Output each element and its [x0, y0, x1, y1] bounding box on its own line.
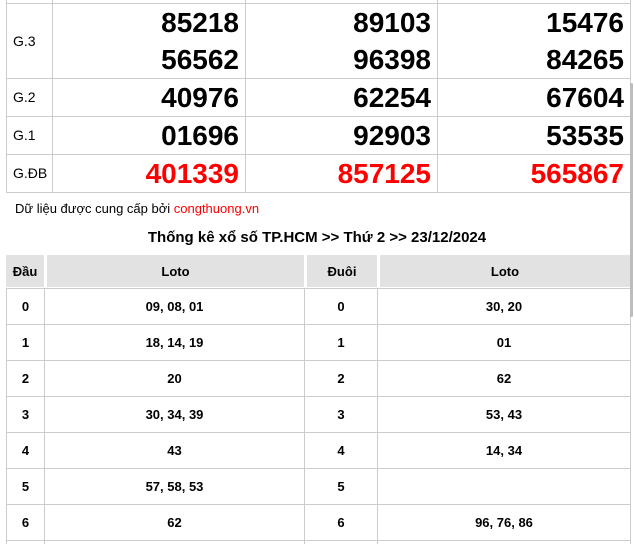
- loto-dau-cell: 43: [45, 433, 305, 469]
- prize-number: 857125: [337, 157, 431, 189]
- dau-cell: 0: [7, 289, 45, 325]
- stats-row-3: [7, 397, 631, 433]
- duoi-cell: 1: [305, 325, 378, 361]
- provider-note-text: Dữ liệu được cung cấp bởi: [15, 201, 174, 216]
- stats-heading: Thống kê xổ số TP.HCM >> Thứ 2 >> 23/12/2024: [147, 229, 487, 246]
- prize-number: 92903: [353, 119, 431, 151]
- prize-number: 401339: [145, 157, 239, 189]
- dau-cell: 6: [7, 505, 45, 541]
- prize-number-gdb-col3: [438, 154, 631, 192]
- results-row-g3: [7, 3, 631, 78]
- results-row-g1: [7, 116, 631, 154]
- prize-numbers-g3-col2: [246, 3, 438, 78]
- loto-duoi-cell: [378, 469, 631, 505]
- duoi-cell: 5: [305, 469, 378, 505]
- loto-duoi-cell: 14, 34: [378, 433, 631, 469]
- loto-duoi-cell: [378, 541, 631, 544]
- loto-dau-cell: [45, 541, 305, 544]
- stats-row-5: [7, 469, 631, 505]
- header-loto-duoi: Loto: [380, 255, 630, 287]
- prize-number: 56562: [161, 43, 239, 75]
- loto-dau-cell: 18, 14, 19: [45, 325, 305, 361]
- loto-duoi-cell: 30, 20: [378, 289, 631, 325]
- header-loto-dau: Loto: [47, 255, 304, 287]
- duoi-cell: [305, 541, 378, 544]
- prize-numbers-g3-col1: [53, 3, 246, 78]
- results-row-g2: [7, 78, 631, 116]
- prize-number: 89103: [353, 6, 431, 38]
- stats-row-6: [7, 505, 631, 541]
- prize-number: 96398: [353, 43, 431, 75]
- dau-cell: 5: [7, 469, 45, 505]
- prize-number: 62254: [353, 81, 431, 113]
- prize-label-g1: G.1: [7, 116, 53, 154]
- prize-number: 01696: [161, 119, 239, 151]
- prize-label-g3: G.3: [7, 3, 53, 78]
- stats-table-header: [6, 255, 630, 287]
- duoi-cell: 3: [305, 397, 378, 433]
- prize-number: 84265: [546, 43, 624, 75]
- stats-row-0: [7, 289, 631, 325]
- scrollbar-thumb[interactable]: [630, 83, 633, 317]
- stats-table: [6, 288, 631, 544]
- loto-dau-cell: 09, 08, 01: [45, 289, 305, 325]
- prize-number: 53535: [546, 119, 624, 151]
- loto-duoi-cell: 01: [378, 325, 631, 361]
- prize-number-g1-col1: [53, 116, 246, 154]
- dau-cell: [7, 541, 45, 544]
- dau-cell: 4: [7, 433, 45, 469]
- prize-number: 40976: [161, 81, 239, 113]
- prize-number: 85218: [161, 6, 239, 38]
- loto-duoi-cell: 96, 76, 86: [378, 505, 631, 541]
- prize-label-gdb: G.ĐB: [7, 154, 53, 192]
- prize-number: 15476: [546, 6, 624, 38]
- prize-label-g2: G.2: [7, 78, 53, 116]
- stats-row-4: [7, 433, 631, 469]
- stats-row-cutoff: [7, 541, 631, 544]
- prize-number-gdb-col1: [53, 154, 246, 192]
- dau-cell: 1: [7, 325, 45, 361]
- loto-dau-cell: 57, 58, 53: [45, 469, 305, 505]
- loto-dau-cell: 30, 34, 39: [45, 397, 305, 433]
- dau-cell: 3: [7, 397, 45, 433]
- prize-number-g2-col3: [438, 78, 631, 116]
- provider-link[interactable]: congthuong.vn: [173, 201, 260, 216]
- loto-dau-cell: 62: [45, 505, 305, 541]
- duoi-cell: 6: [305, 505, 378, 541]
- loto-dau-cell: 20: [45, 361, 305, 397]
- stats-row-1: [7, 325, 631, 361]
- prize-number-g2-col2: [246, 78, 438, 116]
- prize-numbers-g3-col3: [438, 3, 631, 78]
- header-duoi: Đuôi: [307, 255, 377, 287]
- prize-number: 67604: [546, 81, 624, 113]
- results-row-gdb: [7, 154, 631, 192]
- provider-note: [15, 201, 259, 216]
- dau-cell: 2: [7, 361, 45, 397]
- prize-number-g2-col1: [53, 78, 246, 116]
- duoi-cell: 4: [305, 433, 378, 469]
- loto-duoi-cell: 62: [378, 361, 631, 397]
- results-table: [6, 0, 630, 193]
- prize-number-g1-col2: [246, 116, 438, 154]
- duoi-cell: 2: [305, 361, 378, 397]
- header-dau: Đầu: [6, 255, 44, 287]
- prize-number: 565867: [530, 157, 624, 189]
- duoi-cell: 0: [305, 289, 378, 325]
- stats-row-2: [7, 361, 631, 397]
- prize-number-g1-col3: [438, 116, 631, 154]
- prize-number-gdb-col2: [246, 154, 438, 192]
- loto-duoi-cell: 53, 43: [378, 397, 631, 433]
